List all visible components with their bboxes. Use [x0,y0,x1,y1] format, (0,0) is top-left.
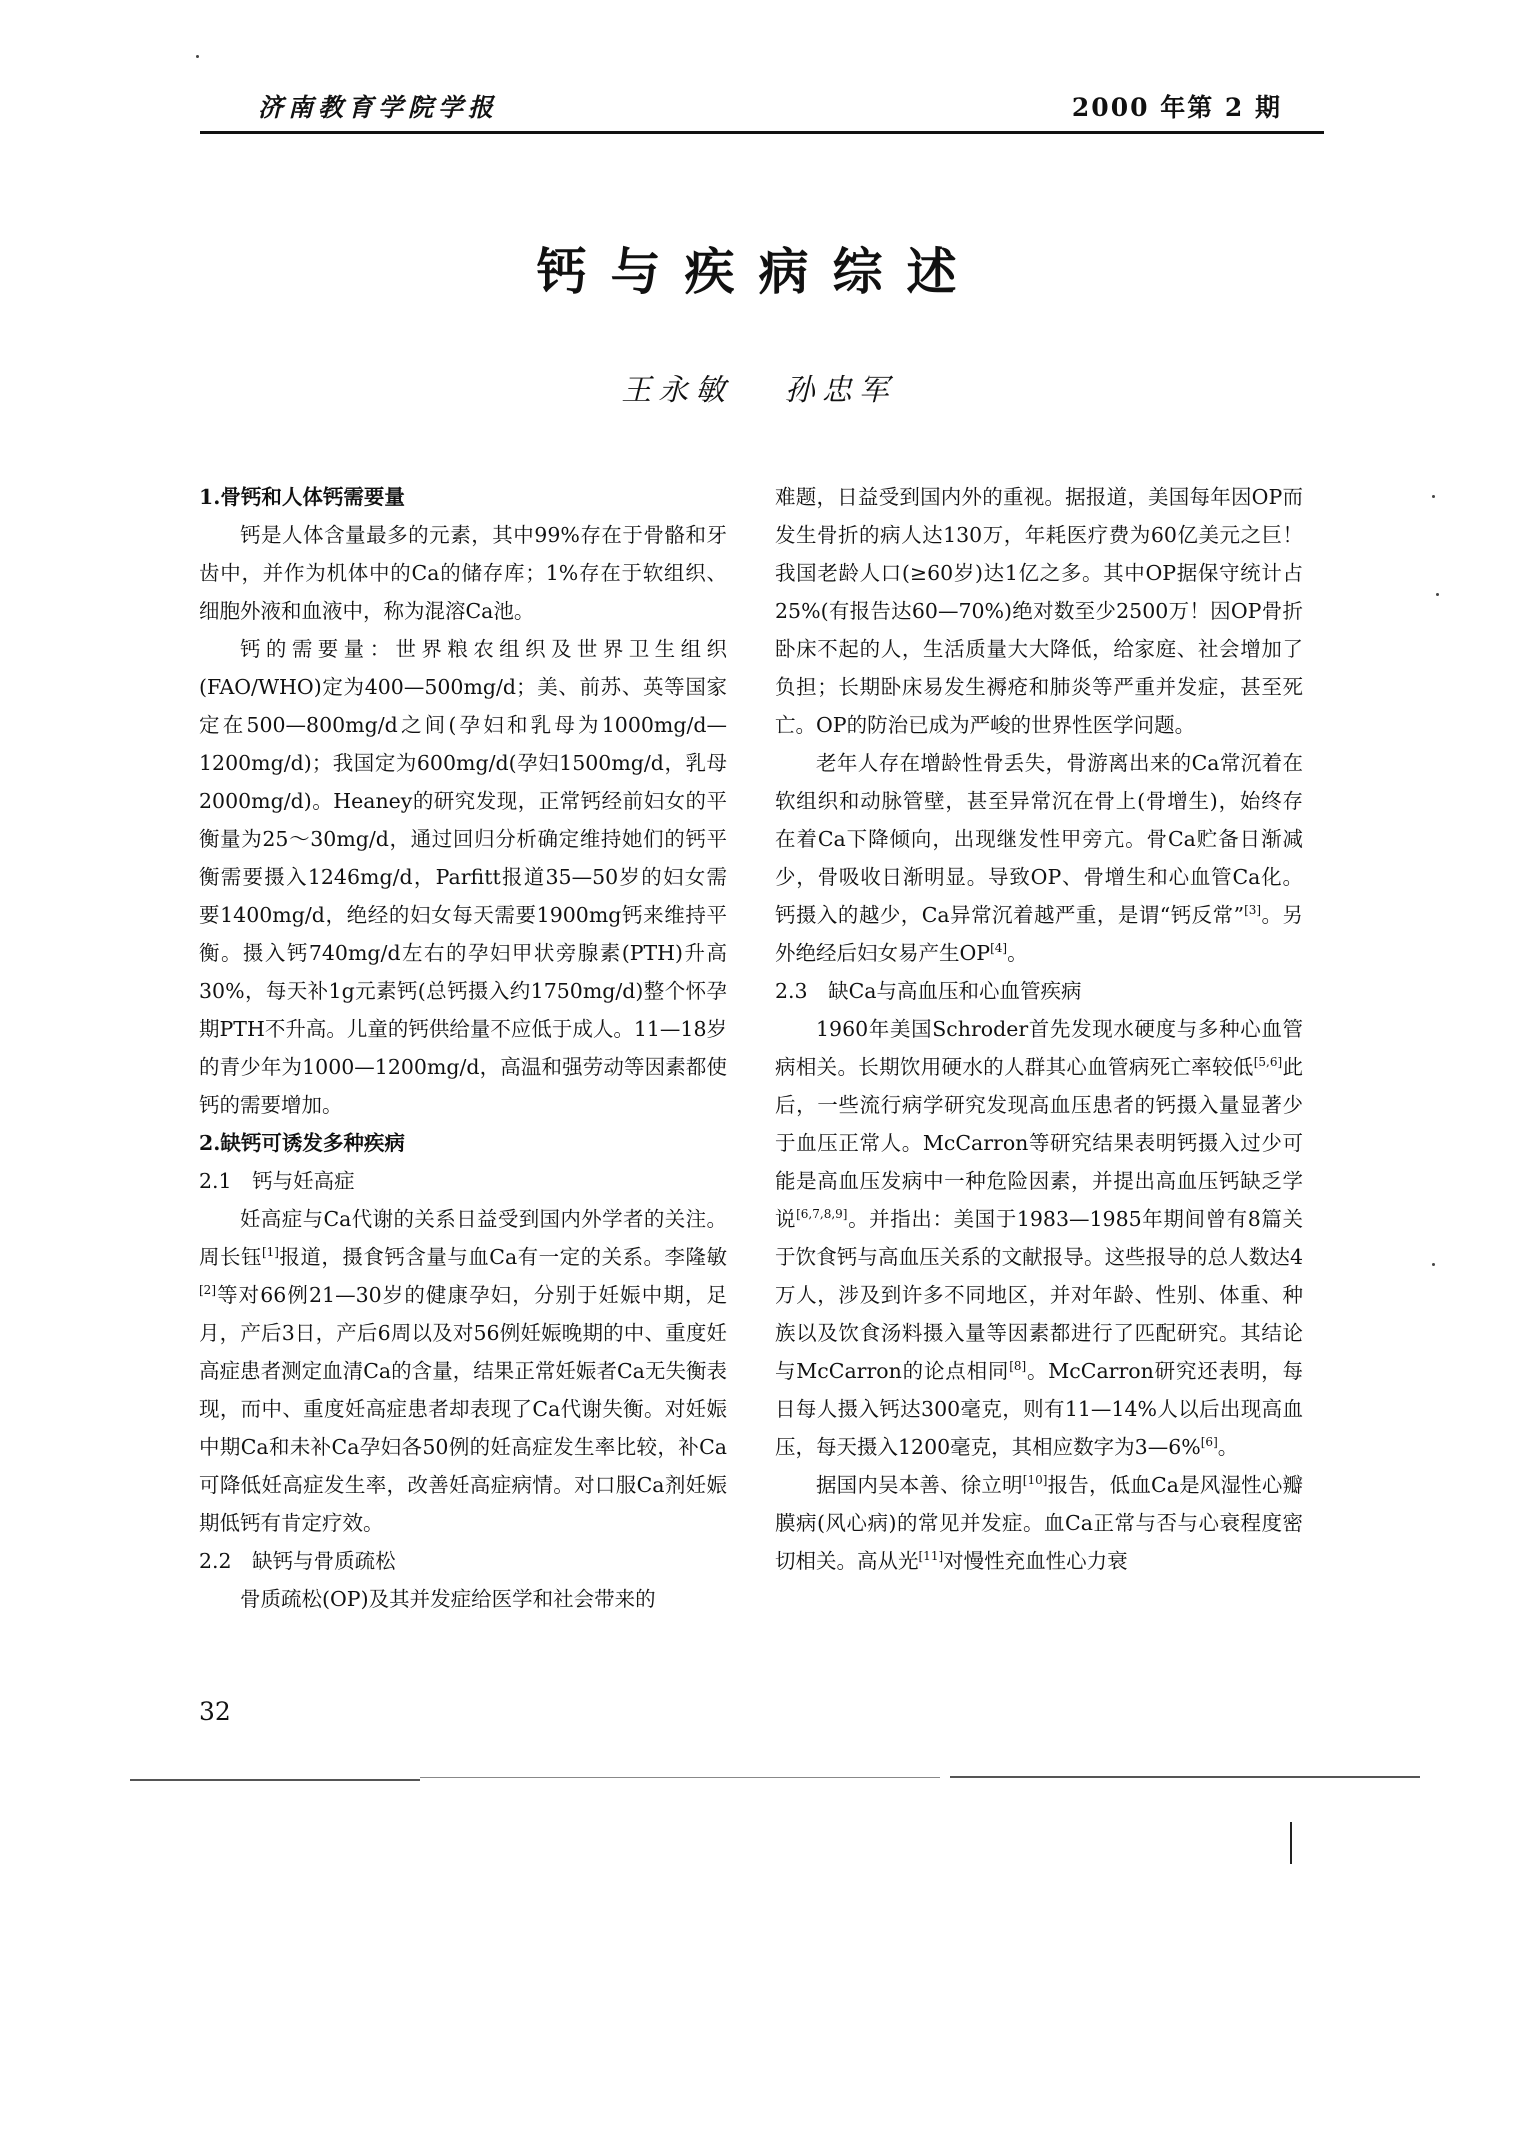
text-run: 据国内吴本善、徐立明 [816,1473,1023,1497]
journal-name: 济南教育学院学报 [258,93,499,122]
right-column [775,478,1303,1580]
scan-speck [1436,593,1439,596]
section-heading: 1.骨钙和人体钙需要量 [199,485,405,509]
subsection-heading: 2.1 钙与妊高症 [199,1169,355,1193]
paragraph [775,1010,1303,1466]
scan-speck [1432,1263,1435,1266]
text-run: 对慢性充血性心力衰 [943,1549,1128,1573]
citation-ref: [3] [1244,903,1262,918]
text-run: 此后，一些流行病学研究发现高血压患者的钙摄入量显著少于血压正常人。McCarron等研究结果表明钙摄入过少可能是高血压发病中一种危险因素，并提出高血压钙缺乏学说 [775,1055,1304,1231]
citation-ref: [1] [261,1245,279,1260]
footer-rule [130,1779,420,1781]
citation-ref: [8] [1009,1359,1027,1374]
citation-ref: [11] [918,1549,944,1564]
text-run: 妊高症与Ca代谢的关系日益受到国内外学者的关注。周长钰 [199,1207,727,1269]
article-title: 钙与疾病综述 [536,242,981,301]
text-run: 。 [1007,941,1028,965]
text-run: 报道，摄食钙含量与血Ca有一定的关系。李隆敏 [278,1245,728,1269]
footer-rule [950,1776,1420,1778]
subsection-heading: 2.2 缺钙与骨质疏松 [199,1549,396,1573]
paragraph-continued: 难题，日益受到国内外的重视。据报道，美国每年因OP而发生骨折的病人达130万，年耗医疗费为60亿美元之巨！我国老龄人口(≥60岁)达1亿之多。其中OP据保守统计占25%(有报告达60—70%)绝对数至少2500万！因OP骨折卧床不起的人，生活质量大大降低，给家庭、社会增加了负担；长期卧床易发生褥疮和肺炎等严重并发症，甚至死亡。OP的防治已成为严峻的世界性医学问题。 [775,485,1303,737]
text-run: 1960年美国Schroder首先发现水硬度与多种心血管病相关。长期饮用硬水的人群其心血管病死亡率较低 [775,1017,1303,1079]
text-run: 等对66例21—30岁的健康孕妇，分别于妊娠中期，足月，产后3日，产后6周以及对56例妊娠晚期的中、重度妊高症患者测定血清Ca的含量，结果正常妊娠者Ca无失衡表现，而中、重度妊高症患者却表现了Ca代谢失衡。对妊娠中期Ca和未补Ca孕妇各50例的妊高症发生率比较，补Ca可降低妊高症发生率，改善妊高症病情。对口服Ca剂妊娠期低钙有肯定疗效。 [199,1283,727,1535]
scan-mark [1290,1822,1292,1864]
paragraph [775,744,1303,972]
text-run: 。并指出：美国于1983—1985年期间曾有8篇关于饮食钙与高血压关系的文献报导。这些报导的总人数达4万人，涉及到许多不同地区，并对年龄、性别、体重、种族以及饮食汤料摄入量等因素都进行了匹配研究。其结论与McCarron的论点相同 [775,1207,1304,1383]
section-heading: 2.缺钙可诱发多种疾病 [199,1131,405,1155]
running-header [200,88,1324,128]
paragraph [199,1200,727,1542]
header-rule [200,131,1324,134]
page-number: 32 [199,1697,231,1726]
paragraph: 钙的需要量：世界粮农组织及世界卫生组织(FAO/WHO)定为400—500mg/d；美、前苏、英等国家定在500—800mg/d之间(孕妇和乳母为1000mg/d—1200mg/d)；我国定为600mg/d(孕妇1500mg/d，乳母2000mg/d)。Heaney的研究发现，正常钙经前妇女的平衡量为25～30mg/d，通过回归分析确定维持她们的钙平衡需要摄入1246mg/d，Parfitt报道35—50岁的妇女需要1400mg/d，绝经的妇女每天需要1900mg钙来维持平衡。摄入钙740mg/d左右的孕妇甲状旁腺素(PTH)升高30%，每天补1g元素钙(总钙摄入约1750mg/d)整个怀孕期PTH不升高。儿童的钙供给量不应低于成人。11—18岁的青少年为1000—1200mg/d，高温和强劳动等因素都使钙的需要增加。 [199,637,728,1117]
subsection-heading: 2.3 缺Ca与高血压和心血管疾病 [775,979,1082,1003]
citation-ref: [6,7,8,9] [796,1207,848,1222]
paragraph: 骨质疏松(OP)及其并发症给医学和社会带来的 [240,1587,656,1611]
text-run: 老年人存在增龄性骨丢失，骨游离出来的Ca常沉着在软组织和动脉管壁，甚至异常沉在骨上(骨增生)，始终存在着Ca下降倾向，出现继发性甲旁亢。骨Ca贮备日渐减少，骨吸收日渐明显。导致OP、骨增生和心血管Ca化。钙摄入的越少，Ca异常沉着越严重，是谓“钙反常” [775,751,1303,927]
footer-rule [420,1777,940,1778]
scan-speck [1432,495,1435,498]
text-run: 报告，低血Ca是风湿性心瓣膜病(风心病)的常见并发症。血Ca正常与否与心衰程度密切相关。高从光 [775,1473,1303,1573]
article-authors: 王永敏 孙忠军 [621,373,896,408]
text-run: 。另外绝经后妇女易产生OP [775,903,1304,965]
citation-ref: [5,6] [1253,1055,1283,1070]
text-run: 。 [1217,1435,1239,1459]
text-run: 。McCarron研究还表明，每日每人摄入钙达300毫克，则有11—14%人以后出现高血压，每天摄入1200毫克，其相应数字为3—6% [775,1359,1303,1459]
left-column [199,478,727,1618]
citation-ref: [4] [990,941,1008,956]
paragraph [775,1466,1303,1580]
paragraph: 钙是人体含量最多的元素，其中99%存在于骨骼和牙齿中，并作为机体中的Ca的储存库；1%存在于软组织、细胞外液和血液中，称为混溶Ca池。 [199,523,727,623]
citation-ref: [10] [1022,1473,1048,1488]
citation-ref: [2] [199,1283,216,1298]
issue-label: 2000 年第 2 期 [1071,93,1282,122]
citation-ref: [6] [1200,1435,1218,1450]
scan-speck [196,55,199,58]
